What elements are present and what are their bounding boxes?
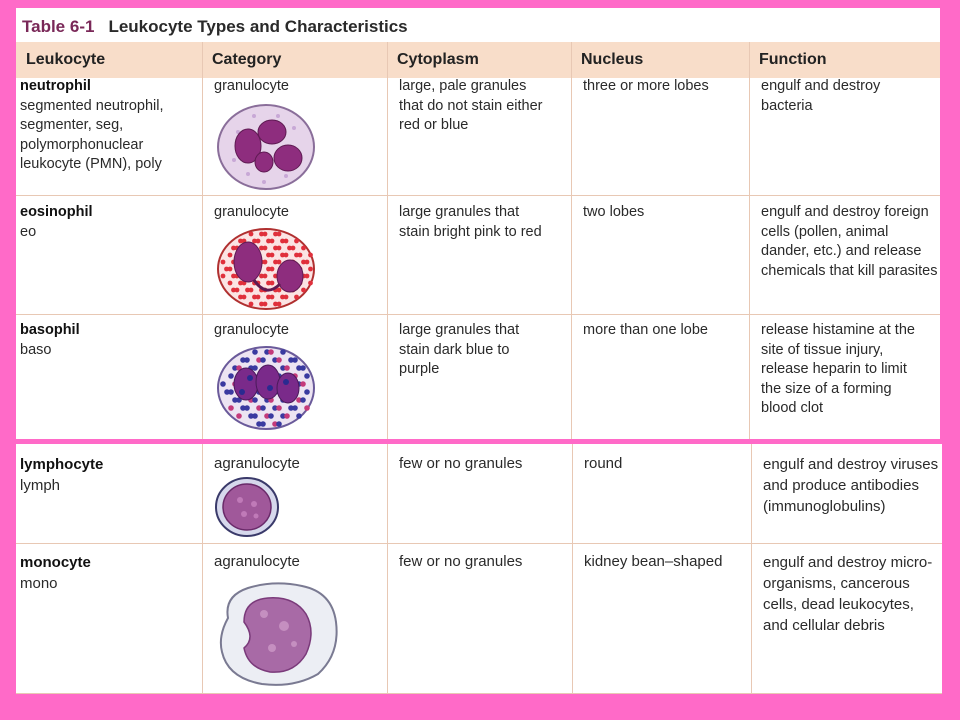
function-cell [757, 203, 940, 281]
cytoplasm-line: stain bright pink to red [399, 223, 542, 240]
neutrophil-cell-illustration [214, 102, 318, 192]
function-line: engulf and destroy foreign [761, 204, 929, 220]
table-title [22, 12, 408, 42]
function-line: bacteria [761, 97, 813, 114]
leukocyte-name: neutrophil [20, 78, 91, 94]
category-cell: granulocyte [214, 78, 289, 94]
function-line: the size of a forming [761, 380, 892, 397]
leukocyte-alias: leukocyte (PMN), poly [20, 156, 162, 172]
nucleus-cell: round [584, 455, 623, 472]
function-line: engulf and destroy viruses [763, 456, 939, 473]
grid-line [571, 42, 572, 439]
header-cytoplasm: Cytoplasm [397, 51, 479, 68]
grid-line [16, 314, 940, 315]
grid-line [749, 42, 750, 439]
function-line: release heparin to limit [761, 361, 907, 377]
leukocyte-alias: lymph [20, 477, 61, 494]
cytoplasm-line: large granules that [399, 322, 520, 338]
cytoplasm-cell [395, 203, 571, 242]
leukocyte-name: basophil [20, 322, 80, 338]
leukocyte-cell [16, 321, 202, 360]
grid-line [16, 195, 940, 196]
cytoplasm-cell: few or no granules [399, 553, 523, 570]
nucleus-cell: two lobes [583, 204, 645, 220]
grid-line [202, 42, 203, 439]
leukocyte-alias: baso [20, 341, 52, 358]
category-cell: granulocyte [214, 204, 289, 220]
eosinophil-cell-illustration [214, 226, 318, 312]
cytoplasm-cell: few or no granules [399, 455, 523, 472]
cytoplasm-cell [395, 321, 571, 380]
cytoplasm-line: red or blue [399, 117, 469, 133]
table-header-row [16, 42, 940, 78]
leukocyte-alias: mono [20, 575, 58, 592]
table-title-text: Leukocyte Types and Characteristics [108, 17, 408, 36]
function-cell [759, 454, 942, 517]
function-line: cells, dead leukocytes, [763, 596, 914, 613]
grid-line [572, 444, 573, 694]
function-line: dander, etc.) and release [761, 243, 922, 259]
cytoplasm-line: large, pale granules [399, 78, 527, 94]
grid-line [202, 444, 203, 694]
leukocyte-name: eosinophil [20, 204, 93, 220]
cytoplasm-line: large granules that [399, 204, 520, 220]
leukocyte-name: lymphocyte [20, 456, 104, 473]
cytoplasm-line: stain dark blue to [399, 341, 510, 358]
function-line: organisms, cancerous [763, 575, 910, 592]
category-cell: agranulocyte [214, 455, 300, 472]
grid-line [387, 444, 388, 694]
nucleus-cell: more than one lobe [583, 322, 708, 338]
header-leukocyte: Leukocyte [26, 51, 106, 68]
leukocyte-alias: polymorphonuclear [20, 136, 144, 153]
leukocyte-alias: segmenter, seg, [20, 117, 124, 133]
nucleus-cell: three or more lobes [583, 78, 709, 94]
function-line: engulf and destroy micro- [763, 554, 933, 571]
function-line: blood clot [761, 400, 824, 416]
category-cell: agranulocyte [214, 553, 300, 570]
table-number: Table 6-1 [22, 17, 95, 36]
function-line: cells (pollen, animal [761, 223, 889, 240]
header-function: Function [759, 51, 827, 68]
cytoplasm-line: that do not stain either [399, 97, 543, 114]
function-cell [759, 552, 942, 636]
grid-line [751, 444, 752, 694]
table-lower-sheet [16, 444, 942, 694]
function-line: engulf and destroy [761, 78, 881, 94]
function-cell [757, 77, 940, 116]
function-line: (immunoglobulins) [763, 498, 886, 515]
basophil-cell-illustration [214, 344, 318, 432]
cytoplasm-cell [395, 77, 571, 136]
grid-line [387, 42, 388, 439]
monocyte-cell-illustration [214, 578, 342, 690]
leukocyte-alias: segmented neutrophil, [20, 97, 164, 114]
cytoplasm-line: purple [399, 361, 440, 377]
category-cell: granulocyte [214, 322, 289, 338]
grid-line [16, 693, 942, 694]
function-line: and cellular debris [763, 617, 885, 634]
leukocyte-alias: eo [20, 223, 37, 240]
function-line: and produce antibodies [763, 477, 919, 494]
function-line: release histamine at the [761, 322, 915, 338]
leukocyte-cell [16, 203, 202, 242]
leukocyte-cell [16, 552, 202, 594]
lymphocyte-cell-illustration [214, 476, 280, 538]
function-line: site of tissue injury, [761, 341, 884, 358]
function-cell [757, 321, 940, 419]
function-line: chemicals that kill parasites [761, 262, 938, 279]
nucleus-cell: kidney bean–shaped [584, 553, 723, 570]
table-upper-sheet [16, 8, 940, 439]
header-category: Category [212, 51, 282, 68]
grid-line [16, 543, 942, 544]
header-nucleus: Nucleus [581, 51, 644, 68]
leukocyte-name: monocyte [20, 554, 91, 571]
leukocyte-cell [16, 77, 202, 175]
leukocyte-cell [16, 454, 202, 496]
